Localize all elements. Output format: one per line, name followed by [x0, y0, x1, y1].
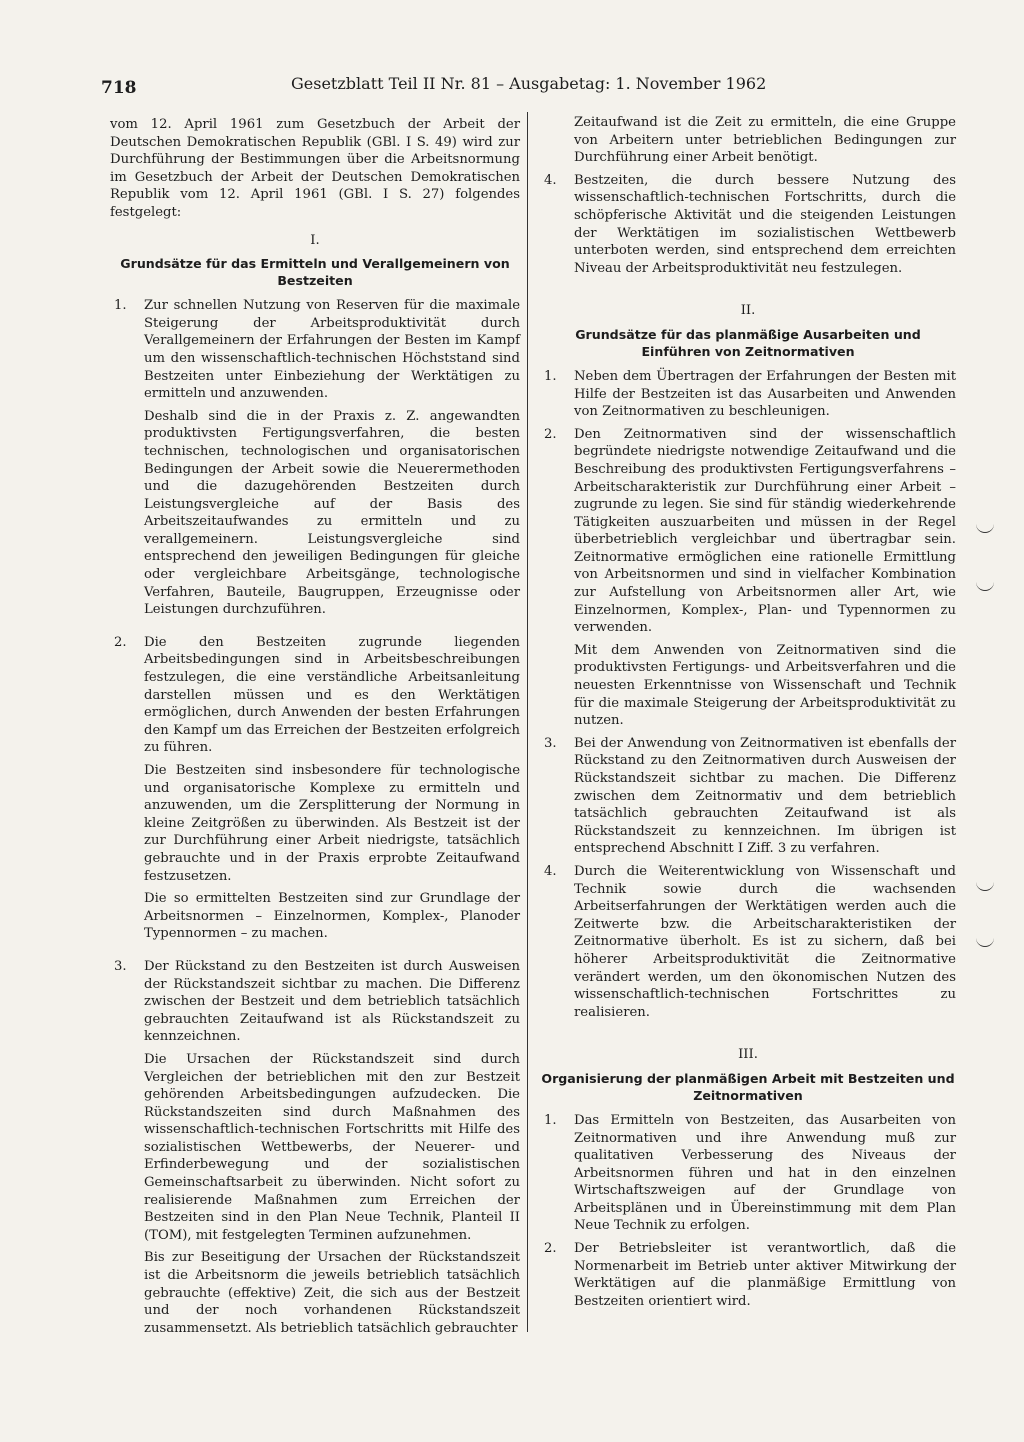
- column-divider: [527, 112, 528, 1332]
- item-text: Der Betriebsleiter ist verantwortlich, daß die Normenarbeit im Betrieb unter aktiver Mitwirkung der Werktätigen auf die planmäßige Ermittlung von Bestzeiten orientiert wird.: [574, 1241, 956, 1309]
- list-item: [110, 958, 520, 1046]
- item-paragraph: Die Bestzeiten sind insbesondere für technologische und organisatorische Komplexe zu ermitteln und anzuwenden, um die Zersplitterung der Normung in kleine Zeitgrößen zu überwinden. Als Bestzeit ist der zur Durchführung einer Arbeit niedrigste, tatsächlich gebrauchte und in der Praxis erprobte Zeitaufwand festzusetzen.: [144, 763, 520, 884]
- margin-mark: [976, 936, 994, 947]
- header-title: Gesetzblatt Teil II Nr. 81 – Ausgabetag: 1. November 1962: [291, 74, 767, 93]
- list-item: [540, 172, 956, 278]
- section-number: III.: [738, 1047, 758, 1063]
- intro-paragraph: vom 12. April 1961 zum Gesetzbuch der Arbeit der Deutschen Demokratischen Republik (GBl. I S. 49) wird zur Durchführung der Bestimmungen über die Arbeitsnormung im Gesetzbuch der Arbeit der Deutschen Demokratischen Republik vom 12. April 1961 (GBl. I S. 27) folgendes festgelegt:: [110, 117, 520, 220]
- list-item: [110, 634, 520, 757]
- list-item: [540, 426, 956, 637]
- item-number: 2.: [114, 634, 127, 650]
- section-heading: Grundsätze für das planmäßige Ausarbeiten und Einführen von Zeitnormativen: [575, 326, 921, 359]
- item-text: Die den Bestzeiten zugrunde liegenden Arbeitsbedingungen sind in Arbeitsbeschreibungen festzulegen, die eine verständliche Arbeitsanleitung darstellen müssen und es den Werktätigen ermöglichen, durch Anwenden der besten Erfahrungen den Kampf um das Erreichen der Bestzeiten erfolgreich zu führen.: [144, 634, 520, 756]
- section-heading: Grundsätze für das Ermitteln und Verallgemeinern von Bestzeiten: [120, 256, 510, 289]
- item-text: Bei der Anwendung von Zeitnormativen ist ebenfalls der Rückstand zu den Zeitnormativen durch Ausweisen der Rückstandszeit sichtbar zu machen. Die Differenz zwischen dem Zeitnormativ und dem betrieblich tatsächlich gebrauchten Zeitaufwand ist als Rückstandszeit zu kennzeichnen. Im übrigen ist entsprechend Abschnitt I Ziff. 3 zu verfahren.: [574, 735, 956, 857]
- item-number: 3.: [544, 735, 557, 751]
- item-text: Das Ermitteln von Bestzeiten, das Ausarbeiten von Zeitnormativen und ihre Anwendung muß zur qualitativen Verbesserung des Niveaus der Arbeitsnormen führen und hat in den einzelnen Wirtschaftszweigen auf der Grundlage von Arbeitsplänen und in Übereinstimmung mit dem Plan Neue Technik zu erfolgen.: [574, 1112, 956, 1234]
- item-paragraph: Die so ermittelten Bestzeiten sind zur Grundlage der Arbeitsnormen – Einzelnormen, Komplex-, Planoder Typennormen – zu machen.: [144, 891, 520, 942]
- list-item: [540, 1240, 956, 1310]
- section-number: II.: [740, 303, 756, 319]
- item-number: 1.: [114, 298, 127, 314]
- continuation-paragraph: Zeitaufwand ist die Zeit zu ermitteln, die eine Gruppe von Arbeitern unter betrieblichen Bedingungen zur Durchführung einer Arbeit benötigt.: [574, 115, 956, 166]
- item-text: Den Zeitnormativen sind der wissenschaftlich begründete niedrigste notwendige Zeitaufwand und die Beschreibung des produktivsten Fertigungsverfahrens – Arbeitscharakteristik zur Durchführung einer Arbeit – zugrunde zu legen. Sie sind für ständig wiederkehrende Tätigkeiten auszuarbeiten und müssen in der Regel überbetrieblich vergleichbar und übertragbar sein. Zeitnormative ermöglichen eine rationelle Ermittlung von Arbeitsnormen und sind in vielfacher Kombination zur Aufstellung von Arbeitsnormen aller Art, wie Einzelnormen, Komplex-, Plan- und Typennormen zu verwenden.: [574, 426, 956, 636]
- item-number: 3.: [114, 958, 127, 974]
- list-item: [540, 1112, 956, 1235]
- list-item: [540, 863, 956, 1021]
- item-text: Zur schnellen Nutzung von Reserven für die maximale Steigerung der Arbeitsproduktivität durch Verallgemeinern der Erfahrungen der Besten im Kampf um den wissenschaftlich-technischen Höchststand sind Bestzeiten unter Einbeziehung der Werktätigen zu ermitteln und anzuwenden.: [144, 298, 520, 402]
- right-column: [540, 114, 956, 1315]
- item-paragraph: Bis zur Beseitigung der Ursachen der Rückstandszeit ist die Arbeitsnorm die jeweils betrieblich tatsächlich gebrauchte (effektive) Zeit, die sich aus der Bestzeit und der noch vorhandenen Rückstandszeit zusammensetzt. Als betrieblich tatsächlich gebrauchter: [144, 1250, 520, 1336]
- section-heading: Organisierung der planmäßigen Arbeit mit Bestzeiten und Zeitnormativen: [541, 1070, 955, 1103]
- item-number: 2.: [544, 1241, 557, 1257]
- item-number: 4.: [544, 863, 557, 879]
- item-text: Der Rückstand zu den Bestzeiten ist durch Ausweisen der Rückstandszeit sichtbar zu machen. Die Differenz zwischen der Bestzeit und dem betrieblich tatsächlich gebrauchten Zeitaufwand ist als Rückstandszeit zu kennzeichnen.: [144, 958, 520, 1045]
- list-item: [540, 735, 956, 858]
- item-number: 1.: [544, 1112, 557, 1128]
- item-paragraph: Deshalb sind die in der Praxis z. Z. angewandten produktivsten Fertigungsverfahren, die besten technischen, technologischen und organisatorischen Bedingungen der Arbeit sowie die Neuerermethoden und die dazugehörenden Bestzeiten durch Leistungsvergleiche auf der Basis des Arbeitszeitaufwandes zu ermitteln und zu verallgemeinern. Leistungsvergleiche sind entsprechend den jeweiligen Bedingungen für gleiche oder vergleichbare Arbeitsgänge, technologische Verfahren, Bauteile, Baugruppen, Erzeugnisse oder Leistungen durchzuführen.: [144, 408, 520, 618]
- item-number: 2.: [544, 426, 557, 442]
- margin-mark: [976, 580, 994, 591]
- list-item: [110, 297, 520, 403]
- item-paragraph: Die Ursachen der Rückstandszeit sind durch Vergleichen der betrieblichen mit den zur Bestzeit gehörenden Arbeitsbedingungen aufzudecken. Die Rückstandszeiten sind durch Maßnahmen des wissenschaftlich-technischen Fortschritts mit Hilfe des sozialistischen Wettbewerbs, der Neuerer- und Erfinderbewegung und der sozialistischen Gemeinschaftsarbeit zu überwinden. Nicht sofort zu realisierende Maßnahmen zum Erreichen der Bestzeiten sind in den Plan Neue Technik, Planteil II (TOM), mit festgelegten Terminen aufzunehmen.: [144, 1051, 520, 1243]
- item-paragraph: Mit dem Anwenden von Zeitnormativen sind die produktivsten Fertigungs- und Arbeitsverfahren und die neuesten Erkenntnisse von Wissenschaft und Technik für die maximale Steigerung der Arbeitsproduktivität zu nutzen.: [574, 642, 956, 729]
- section-number: I.: [310, 232, 320, 248]
- list-item: [540, 368, 956, 421]
- page-header: [101, 70, 771, 100]
- item-text: Neben dem Übertragen der Erfahrungen der Besten mit Hilfe der Bestzeiten ist das Ausarbeiten und Anwenden von Zeitnormativen zu beschleunigen.: [574, 368, 956, 420]
- margin-mark: [976, 880, 994, 891]
- item-text: Durch die Weiterentwicklung von Wissenschaft und Technik sowie durch die wachsenden Arbeitserfahrungen der Werktätigen werden auch die Zeitwerte bzw. die Arbeitscharakteristiken der Zeitnormative überholt. Es ist zu sichern, daß bei höherer Arbeitsproduktivität die Zeitnormative verändert werden, um den ökonomischen Nutzen des wissenschaftlich-technischen Fortschrittes zu realisieren.: [574, 863, 956, 1020]
- left-column: [110, 116, 520, 1342]
- item-text: Bestzeiten, die durch bessere Nutzung des wissenschaftlich-technischen Fortschritts, durch die schöpferische Aktivität und die steigenden Leistungen der Werktätigen im sozialistischen Wettbewerb unterboten werden, sind entsprechend dem erreichten Niveau der Arbeitsproduktivität neu festzulegen.: [574, 172, 956, 276]
- item-number: 1.: [544, 368, 557, 384]
- margin-mark: [976, 522, 994, 533]
- item-number: 4.: [544, 172, 557, 188]
- page-number: 718: [101, 78, 137, 98]
